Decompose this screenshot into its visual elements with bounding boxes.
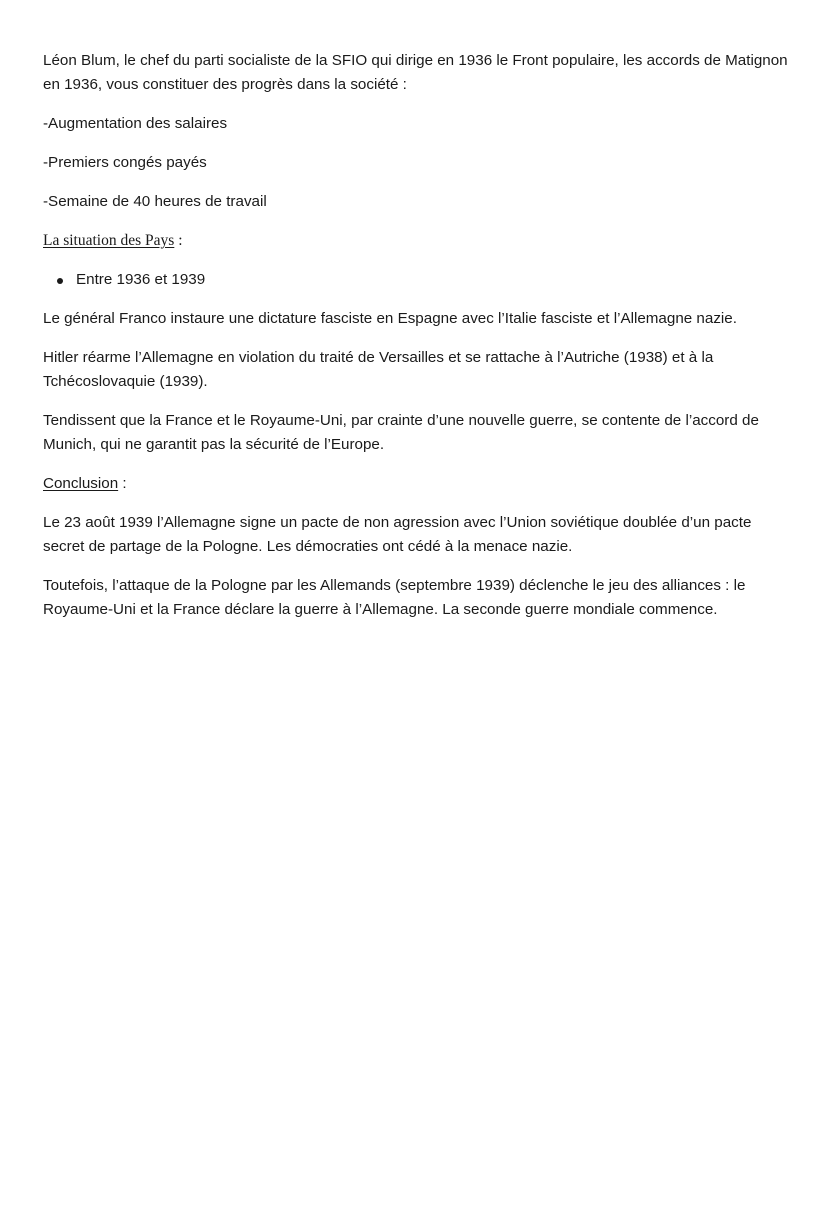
situation-bullet-list	[43, 268, 795, 292]
progress-item-paid-leave: -Premiers congés payés	[43, 154, 207, 171]
list-item	[43, 268, 795, 292]
situation-heading	[43, 229, 795, 253]
conclusion-paragraph-pact: Le 23 août 1939 l’Allemagne signe un pacte de non agression avec l’Union soviétique doublée d’un pacte secret de partage de la Pologne. Les démocraties ont cédé à la menace nazie.	[43, 514, 752, 555]
situation-heading-colon: :	[174, 232, 183, 249]
situation-paragraph-franco: Le général Franco instaure une dictature fasciste en Espagne avec l’Italie fasciste et l’Allemagne nazie.	[43, 310, 737, 327]
bullet-icon	[57, 278, 63, 284]
document-page	[43, 49, 795, 637]
conclusion-heading-text: Conclusion	[43, 475, 119, 492]
bullet-text: Entre 1936 et 1939	[76, 271, 206, 288]
situation-heading-text: La situation des Pays	[43, 232, 175, 249]
intro-paragraph: Léon Blum, le chef du parti socialiste de la SFIO qui dirige en 1936 le Front populaire, les accords de Matignon en 1936, vous constituer des progrès dans la société :	[43, 52, 788, 93]
conclusion-heading	[43, 472, 795, 496]
progress-item-salaries: -Augmentation des salaires	[43, 115, 228, 132]
progress-item-40-hour-week: -Semaine de 40 heures de travail	[43, 193, 267, 210]
conclusion-heading-colon: :	[118, 475, 127, 492]
situation-paragraph-munich: Tendissent que la France et le Royaume-Uni, par crainte d’une nouvelle guerre, se contente de l’accord de Munich, qui ne garantit pas la sécurité de l’Europe.	[43, 412, 759, 453]
conclusion-paragraph-war: Toutefois, l’attaque de la Pologne par les Allemands (septembre 1939) déclenche le jeu des alliances : le Royaume-Uni et la France déclare la guerre à l’Allemagne. La seconde guerre mondiale commence.	[43, 577, 746, 618]
situation-paragraph-hitler: Hitler réarme l’Allemagne en violation du traité de Versailles et se rattache à l’Autriche (1938) et à la Tchécoslovaquie (1939).	[43, 349, 714, 390]
